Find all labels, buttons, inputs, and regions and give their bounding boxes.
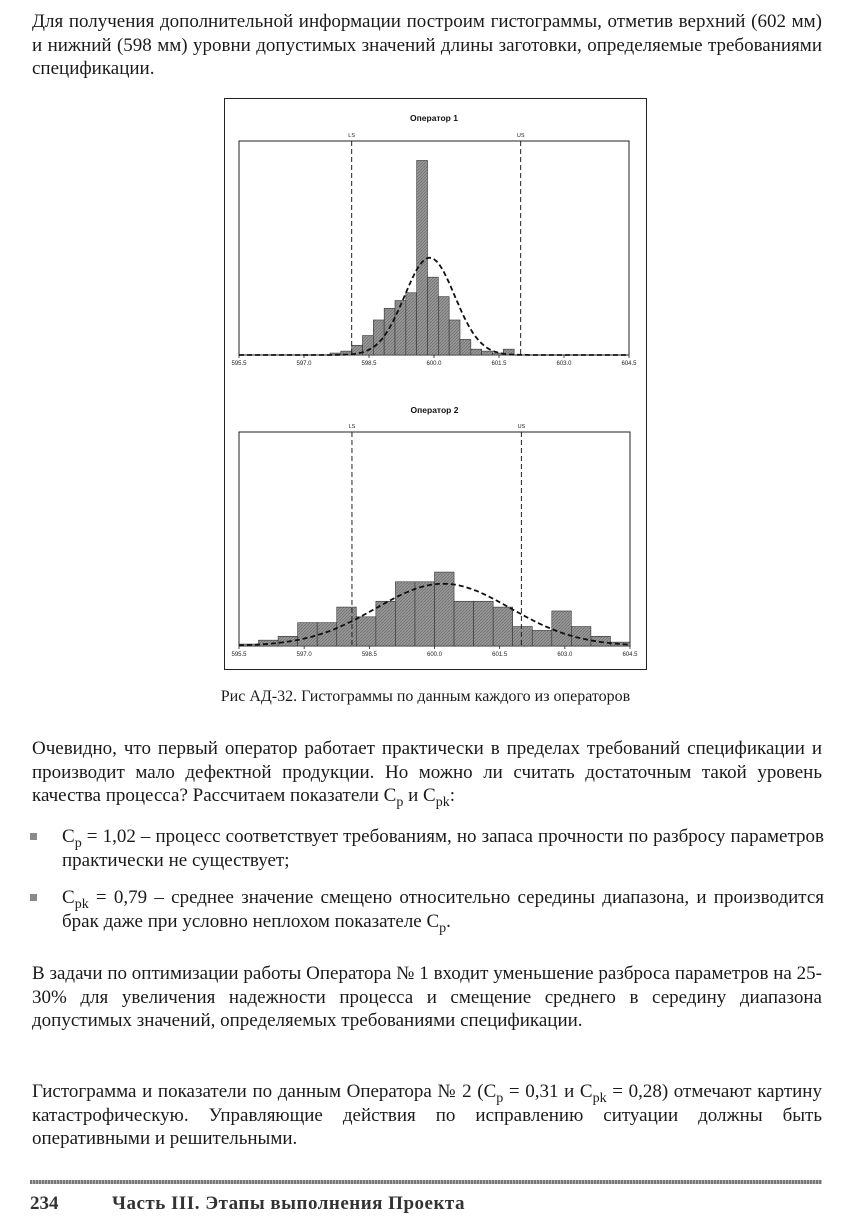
histogram-bar — [428, 277, 439, 355]
histogram-bar — [454, 601, 474, 646]
spec-limit-label: LS — [348, 424, 356, 430]
histogram-bar — [552, 611, 572, 646]
paragraph-tasks: В задачи по оптимизации работы Оператора № 1 входит уменьшение разброса параметров на 25-30% для увеличения надежности процесса и смещение среднего в середину диапазона допустимых значений, определяемых требованиями спецификации. — [32, 963, 822, 1032]
spec-limit-label: US — [516, 133, 525, 139]
x-tick-label: 595.5 — [231, 361, 247, 367]
footer-rule — [30, 1180, 822, 1184]
bullet-square-icon — [30, 833, 37, 840]
histogram-bar — [356, 617, 376, 646]
histogram-bar — [513, 627, 533, 646]
histogram-bar — [449, 320, 460, 355]
histogram-bar — [395, 582, 415, 646]
chart-title: Оператор 1 — [410, 113, 458, 123]
intro-text: Для получения дополнительной информации построим гистограммы, отметив верхний (602 мм) и нижний (598 мм) уровни допустимых значений длины заготовки, определяемые требованиями спецификации. — [32, 11, 822, 80]
histogram-bar — [571, 627, 591, 646]
paragraph-obvious: Очевидно, что первый оператор работает практически в пределах требований спецификации и производит мало дефектной продукции. Но можно ли считать достаточным такой уровень качества процесса? Рассчитаем показатели $C_p$ и $C_{pk}$: — [32, 738, 822, 811]
histogram-bar — [298, 623, 318, 646]
histogram-bar — [482, 351, 493, 355]
histogram-bar — [406, 293, 417, 355]
part-title: Часть III. Этапы выполнения Проекта — [112, 1193, 465, 1214]
histogram-bar — [373, 320, 384, 355]
histogram-bar — [363, 336, 374, 355]
x-tick-label: 603.0 — [556, 361, 572, 367]
histogram-figure — [224, 98, 647, 670]
bullet-cp: $C_p = 1,02$ – процесс соответствует требованиям, но запаса прочности по разбросу параметров практически не существует; — [30, 825, 824, 872]
histogram-bar — [474, 601, 494, 646]
histogram-bar — [532, 630, 552, 646]
figure-caption: Рис АД-32. Гистограммы по данным каждого из операторов — [220, 688, 631, 705]
histogram-bar — [384, 308, 395, 355]
x-tick-label: 597.0 — [296, 361, 312, 367]
chart-title: Оператор 2 — [410, 405, 459, 415]
histogram-bar — [376, 601, 396, 646]
x-tick-label: 603.0 — [557, 652, 573, 658]
histogram-bar — [417, 160, 428, 355]
x-tick-label: 604.5 — [622, 652, 638, 658]
histogram-bar — [493, 607, 513, 646]
bullet-cpk: $C_{pk} = 0,79$ – среднее значение смещено относительно середины диапазона, и производится брак даже при условно неплохом показателе $C_p$. — [30, 886, 824, 933]
page-number: 234 — [30, 1193, 59, 1214]
histogram-bar — [471, 349, 482, 355]
spec-limit-label: US — [517, 424, 526, 430]
x-tick-label: 600.0 — [426, 652, 443, 658]
x-tick-label: 597.0 — [296, 652, 312, 658]
x-tick-label: 601.5 — [492, 652, 508, 658]
x-tick-label: 600.0 — [426, 361, 442, 367]
bullet-square-icon — [30, 894, 37, 901]
histogram-bar — [395, 301, 406, 355]
x-tick-label: 598.5 — [361, 361, 377, 367]
x-tick-label: 601.5 — [491, 361, 507, 367]
spec-limit-label: LS — [348, 133, 356, 139]
x-tick-label: 604.5 — [621, 361, 637, 367]
histogram-bar — [415, 582, 435, 646]
page-footer — [30, 1193, 465, 1215]
x-tick-label: 595.5 — [231, 652, 247, 658]
histogram-bar — [337, 607, 357, 646]
histogram-svg — [225, 99, 646, 669]
histogram-bar — [460, 339, 471, 355]
x-tick-label: 598.5 — [361, 652, 377, 658]
histogram-bar — [438, 297, 449, 355]
intro-paragraph — [32, 10, 822, 81]
paragraph-operator2: Гистограмма и показатели по данным Оператора № 2 ($C_p = 0,31$ и $C_{pk} = 0,28$) отмечают картину катастрофическую. Управляющие действия по исправлению ситуации должны быть оперативными и решительными. — [32, 1081, 822, 1150]
